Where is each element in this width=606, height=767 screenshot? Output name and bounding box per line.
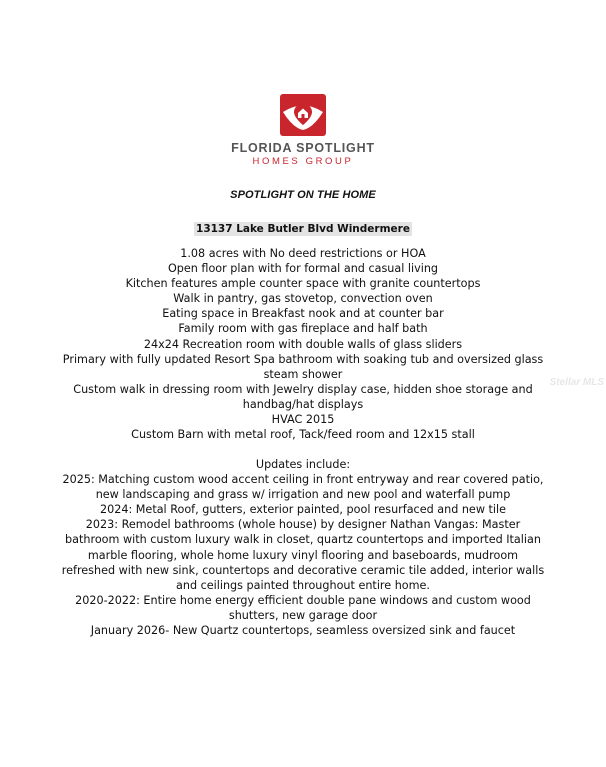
feature-line: Custom Barn with metal roof, Tack/feed room and 12x15 stall	[131, 428, 475, 442]
feature-line: Kitchen features ample counter space with granite countertops	[125, 277, 481, 291]
updates-heading: Updates include:	[255, 458, 351, 471]
feature-line: Eating space in Breakfast nook and at counter bar	[162, 307, 444, 321]
mls-watermark: Stellar MLS	[549, 377, 604, 388]
house-pin-icon	[280, 94, 326, 136]
brand-name: FLORIDA SPOTLIGHT	[231, 141, 375, 155]
brand-subname: HOMES GROUP	[252, 156, 354, 167]
feature-line: Custom walk in dressing room with Jewelry display case, hidden shoe storage and handbag/hat displays	[73, 382, 533, 411]
update-line: 2020-2022: Entire home energy efficient double pane windows and custom wood shutters, new garage door	[75, 593, 531, 622]
features-list	[60, 246, 546, 442]
feature-line: 24x24 Recreation room with double walls of glass sliders	[143, 337, 463, 351]
property-address: 13137 Lake Butler Blvd Windermere	[196, 223, 410, 235]
document-title: SPOTLIGHT ON THE HOME	[230, 189, 376, 201]
company-logo	[0, 94, 606, 167]
feature-line: Family room with gas fireplace and half bath	[178, 322, 428, 336]
feature-line: HVAC 2015	[271, 413, 335, 427]
feature-line: Primary with fully updated Resort Spa bathroom with soaking tub and oversized glass steam shower	[62, 352, 544, 381]
feature-line: Walk in pantry, gas stovetop, convection oven	[173, 292, 433, 306]
feature-line: Open floor plan with for formal and casual living	[167, 262, 439, 276]
updates-list	[60, 457, 546, 638]
feature-line: 1.08 acres with No deed restrictions or HOA	[180, 247, 426, 260]
update-line: 2025: Matching custom wood accent ceiling in front entryway and rear covered patio, new landscaping and grass w/ irrigation and new pool and waterfall pump	[62, 473, 544, 502]
update-line: January 2026- New Quartz countertops, seamless oversized sink and faucet	[90, 624, 516, 638]
update-line: 2023: Remodel bathrooms (whole house) by designer Nathan Vangas: Master bathroom with custom luxury walk in closet, quartz countertops and imported Italian marble flooring, whole home luxury vinyl flooring and baseboards, mudroom refreshed with new sink, countertops and decorative ceramic tile added, interior walls and ceilings painted throughout entire home.	[61, 518, 545, 592]
update-line: 2024: Metal Roof, gutters, exterior painted, pool resurfaced and new tile	[99, 503, 507, 517]
